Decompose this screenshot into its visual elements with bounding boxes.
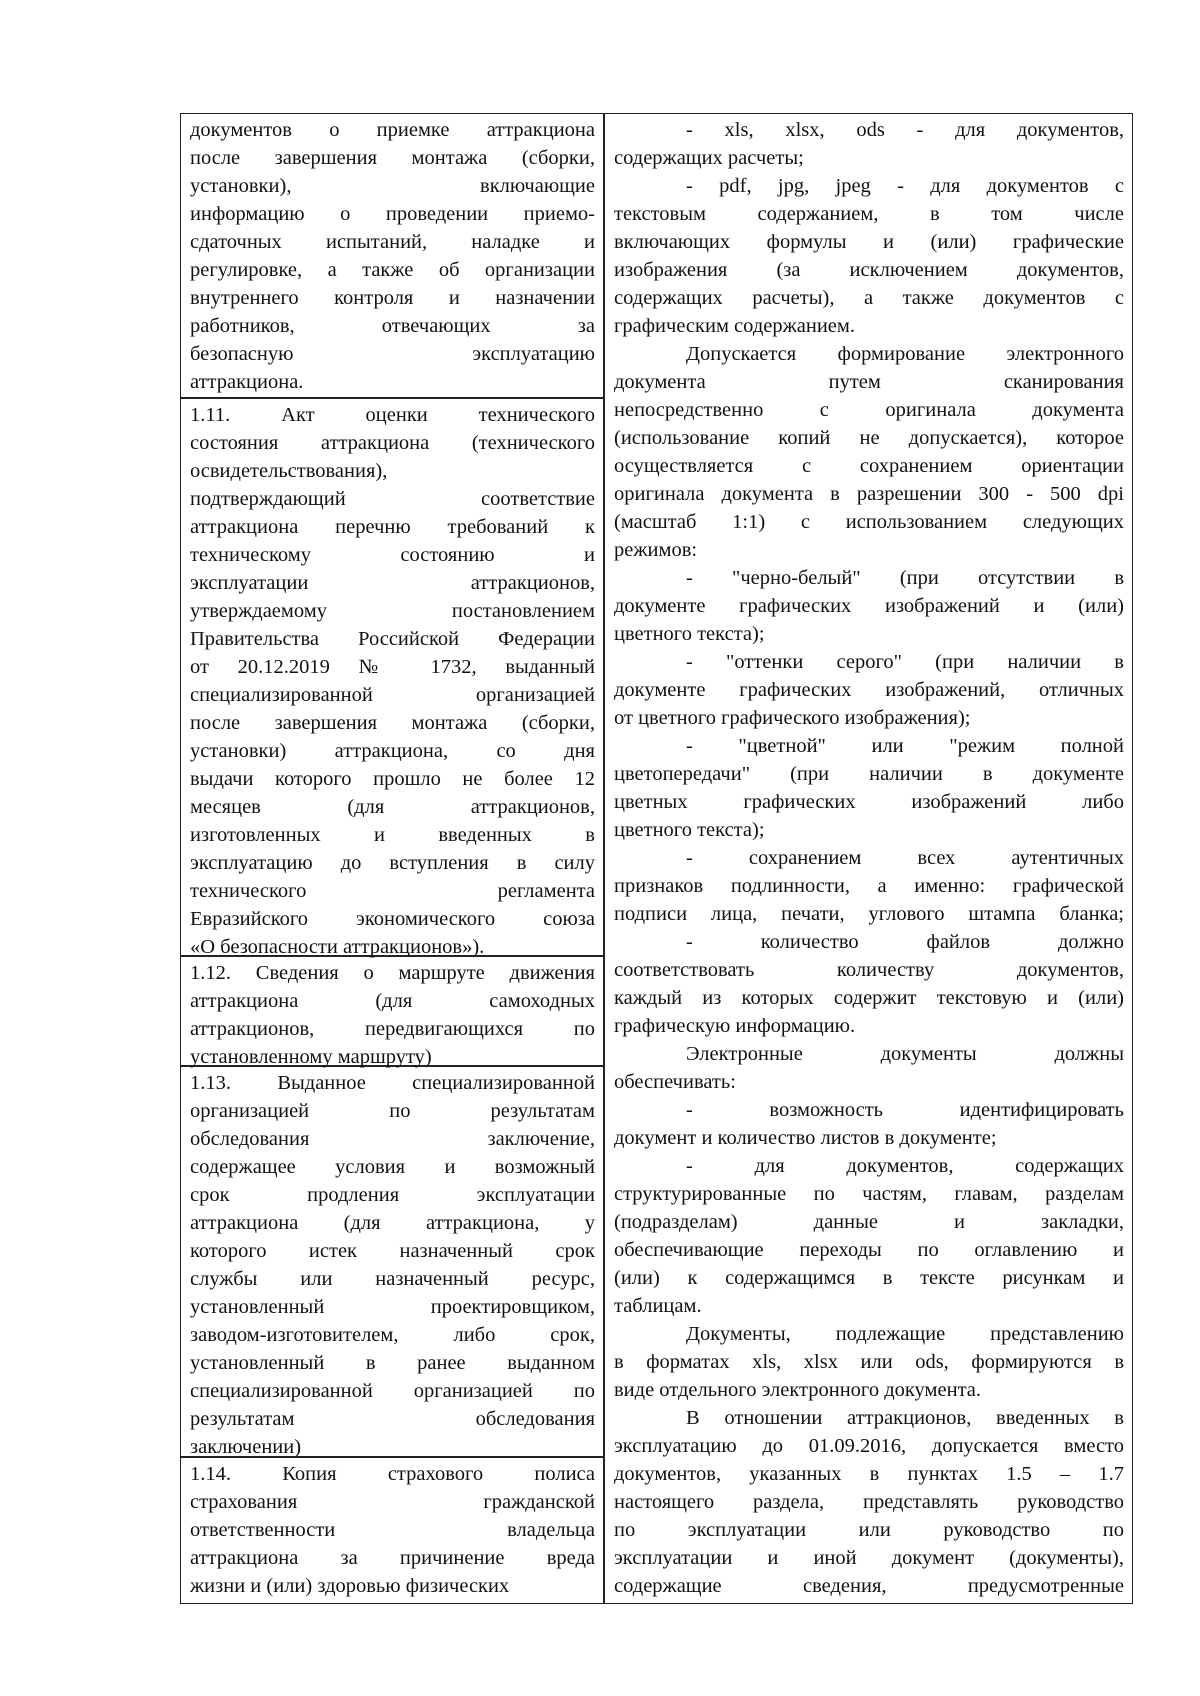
text-line: Евразийского экономического союза xyxy=(190,908,595,930)
text-line: в форматах xls, xlsx или ods, формируются в xyxy=(614,1351,1124,1373)
text-line: службы или назначенный ресурс, xyxy=(190,1268,595,1290)
table-cell-intro xyxy=(190,116,595,396)
table-cell-1-14 xyxy=(190,1460,595,1600)
text-line: (подразделам) данные и закладки, xyxy=(614,1211,1124,1233)
text-line: сдаточных испытаний, наладке и xyxy=(190,231,595,253)
text-line: состояния аттракциона (технического xyxy=(190,432,595,454)
text-line: эксплуатацию до вступления в силу xyxy=(190,852,595,874)
text-line: безопасную эксплуатацию xyxy=(190,343,595,365)
text-line: содержащее условия и возможный xyxy=(190,1156,595,1178)
text-line: установленному маршруту) xyxy=(190,1046,432,1068)
text-line: месяцев (для аттракционов, xyxy=(190,796,595,818)
text-line: (масштаб 1:1) с использованием следующих xyxy=(614,511,1124,533)
text-line: аттракциона (для самоходных xyxy=(190,990,595,1012)
text-line: установленный проектировщиком, xyxy=(190,1296,595,1318)
text-line: результатам обследования xyxy=(190,1408,595,1430)
text-line: В отношении аттракционов, введенных в xyxy=(686,1407,1124,1429)
text-line: графическим содержанием. xyxy=(614,315,855,337)
text-line: подтверждающий соответствие xyxy=(190,488,595,510)
text-line: документа путем сканирования xyxy=(614,371,1124,393)
text-line: ответственности владельца xyxy=(190,1519,595,1541)
text-line: технического регламента xyxy=(190,880,595,902)
column-divider xyxy=(603,114,605,1603)
text-line: содержащих расчеты), а также документов с xyxy=(614,287,1124,309)
requirements-table xyxy=(180,113,1133,1604)
text-line: структурированные по частям, главам, разделам xyxy=(614,1183,1124,1205)
text-line: аттракциона (для аттракциона, у xyxy=(190,1212,595,1234)
text-line: цветопередачи" (при наличии в документе xyxy=(614,763,1124,785)
text-line: осуществляется с сохранением ориентации xyxy=(614,455,1124,477)
text-line: обеспечивать: xyxy=(614,1071,736,1093)
text-line: таблицам. xyxy=(614,1295,702,1317)
text-line: обследования заключение, xyxy=(190,1128,595,1150)
text-line: - xls, xlsx, ods - для документов, xyxy=(686,119,1124,141)
text-line: - "оттенки серого" (при наличии в xyxy=(686,651,1124,673)
right-column-text xyxy=(614,116,1124,1600)
text-line: - для документов, содержащих xyxy=(686,1155,1124,1177)
text-line: цветных графических изображений либо xyxy=(614,791,1124,813)
text-line: после завершения монтажа (сборки, xyxy=(190,147,595,169)
table-cell-1-11 xyxy=(190,401,595,961)
text-line: включающих формулы и (или) графические xyxy=(614,231,1124,253)
text-line: признаков подлинности, а именно: графической xyxy=(614,875,1124,897)
text-line: утверждаемому постановлением xyxy=(190,600,595,622)
text-line: документе графических изображений, отличных xyxy=(614,679,1124,701)
text-line: информацию о проведении приемо- xyxy=(190,203,595,225)
text-line: специализированной организацией xyxy=(190,684,595,706)
text-line: внутреннего контроля и назначении xyxy=(190,287,595,309)
text-line: документов о приемке аттракциона xyxy=(190,119,595,141)
text-line: - "цветной" или "режим полной xyxy=(686,735,1124,757)
text-line: которого истек назначенный срок xyxy=(190,1240,595,1262)
text-line: аттракциона. xyxy=(190,371,304,393)
text-line: 1.14. Копия страхового полиса xyxy=(190,1463,595,1485)
text-line: цветного текста); xyxy=(614,819,765,841)
text-line: непосредственно с оригинала документа xyxy=(614,399,1124,421)
text-line: по эксплуатации или руководство по xyxy=(614,1519,1124,1541)
text-line: регулировке, а также об организации xyxy=(190,259,595,281)
text-line: (использование копий не допускается), которое xyxy=(614,427,1124,449)
table-cell-1-13 xyxy=(190,1069,595,1461)
text-line: Документы, подлежащие представлению xyxy=(686,1323,1124,1345)
text-line: аттракциона перечню требований к xyxy=(190,516,595,538)
text-line: оригинала документа в разрешении 300 - 500 dpi xyxy=(614,483,1124,505)
text-line: - сохранением всех аутентичных xyxy=(686,847,1124,869)
text-line: подписи лица, печати, углового штампа бланка; xyxy=(614,903,1124,925)
text-line: Допускается формирование электронного xyxy=(686,343,1124,365)
text-line: соответствовать количеству документов, xyxy=(614,959,1124,981)
text-line: цветного текста); xyxy=(614,623,765,645)
text-line: - pdf, jpg, jpeg - для документов с xyxy=(686,175,1124,197)
text-line: техническому состоянию и xyxy=(190,544,595,566)
text-line: документ и количество листов в документе; xyxy=(614,1127,997,1149)
text-line: аттракционов, передвигающихся по xyxy=(190,1018,595,1040)
text-line: документе графических изображений и (или) xyxy=(614,595,1124,617)
text-line: содержащих расчеты; xyxy=(614,147,804,169)
text-line: (или) к содержащимся в тексте рисункам и xyxy=(614,1267,1124,1289)
text-line: «О безопасности аттракционов»). xyxy=(190,936,485,958)
table-cell-1-12 xyxy=(190,959,595,1071)
text-line: эксплуатации и иной документ (документы), xyxy=(614,1547,1124,1569)
text-line: страхования гражданской xyxy=(190,1491,595,1513)
text-line: аттракциона за причинение вреда xyxy=(190,1547,595,1569)
text-line: работников, отвечающих за xyxy=(190,315,595,337)
text-line: освидетельствования), xyxy=(190,460,388,482)
text-line: эксплуатации аттракционов, xyxy=(190,572,595,594)
text-line: режимов: xyxy=(614,539,698,561)
text-line: выдачи которого прошло не более 12 xyxy=(190,768,595,790)
text-line: от 20.12.2019 № 1732, выданный xyxy=(190,656,595,678)
text-line: изготовленных и введенных в xyxy=(190,824,595,846)
text-line: специализированной организацией по xyxy=(190,1380,595,1402)
text-line: - возможность идентифицировать xyxy=(686,1099,1124,1121)
text-line: документов, указанных в пунктах 1.5 – 1.7 xyxy=(614,1463,1124,1485)
text-line: жизни и (или) здоровью физических xyxy=(190,1575,510,1597)
text-line: изображения (за исключением документов, xyxy=(614,259,1124,281)
text-line: установленный в ранее выданном xyxy=(190,1352,595,1374)
text-line: заводом-изготовителем, либо срок, xyxy=(190,1324,595,1346)
text-line: Правительства Российской Федерации xyxy=(190,628,595,650)
text-line: 1.12. Сведения о маршруте движения xyxy=(190,962,595,984)
text-line: содержащие сведения, предусмотренные xyxy=(614,1575,1124,1597)
text-line: - количество файлов должно xyxy=(686,931,1124,953)
text-line: 1.13. Выданное специализированной xyxy=(190,1072,595,1094)
text-line: от цветного графического изображения); xyxy=(614,707,971,729)
text-line: текстовым содержанием, в том числе xyxy=(614,203,1124,225)
text-line: установки) аттракциона, со дня xyxy=(190,740,595,762)
row-divider xyxy=(181,397,603,399)
text-line: обеспечивающие переходы по оглавлению и xyxy=(614,1239,1124,1261)
text-line: виде отдельного электронного документа. xyxy=(614,1379,981,1401)
text-line: Электронные документы должны xyxy=(686,1043,1124,1065)
text-line: заключении) xyxy=(190,1436,302,1458)
text-line: после завершения монтажа (сборки, xyxy=(190,712,595,734)
text-line: каждый из которых содержит текстовую и (или) xyxy=(614,987,1124,1009)
text-line: 1.11. Акт оценки технического xyxy=(190,404,595,426)
text-line: срок продления эксплуатации xyxy=(190,1184,595,1206)
text-line: организацией по результатам xyxy=(190,1100,595,1122)
text-line: графическую информацию. xyxy=(614,1015,856,1037)
text-line: установки), включающие xyxy=(190,175,595,197)
text-line: эксплуатацию до 01.09.2016, допускается вместо xyxy=(614,1435,1124,1457)
text-line: - "черно-белый" (при отсутствии в xyxy=(686,567,1124,589)
text-line: настоящего раздела, представлять руководство xyxy=(614,1491,1124,1513)
